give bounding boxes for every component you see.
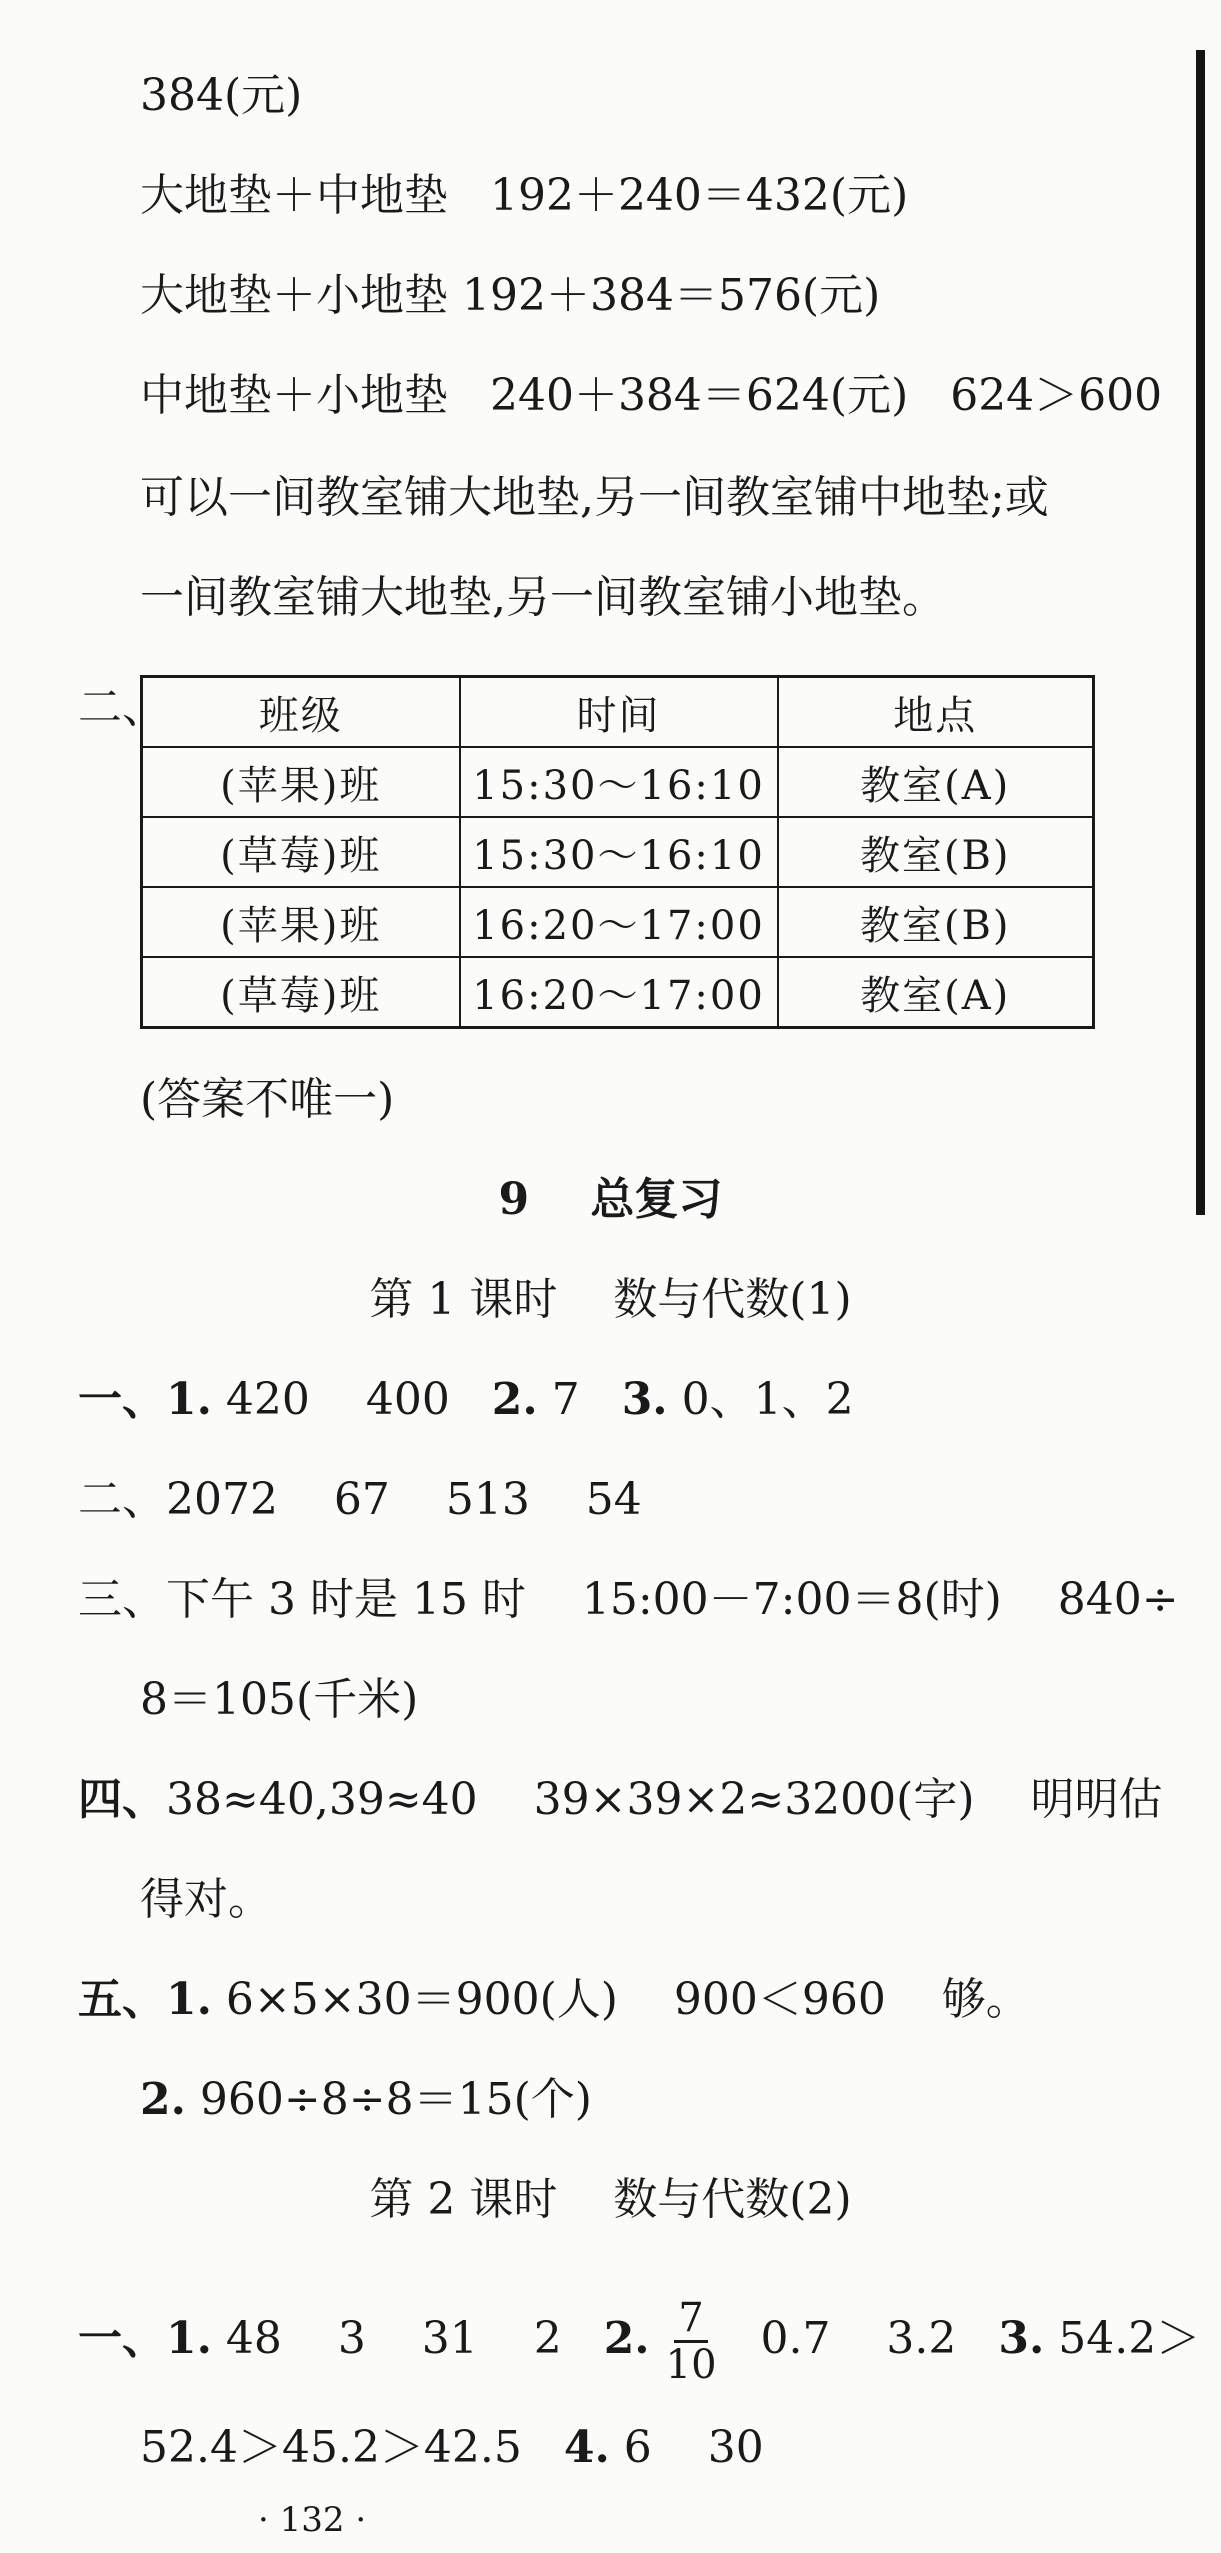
page-number: · 132 · <box>258 2500 367 2540</box>
text-line: 384(元) <box>140 70 303 121</box>
chapter-title: 9 总复习 <box>498 1174 723 1225</box>
table-cell: 15:30～16:10 <box>460 817 778 887</box>
answer-line <box>78 1772 1162 1828</box>
answer-line <box>78 1372 854 1428</box>
table-cell: 16:20～17:00 <box>460 957 778 1028</box>
table-cell: (草莓)班 <box>142 957 460 1028</box>
item-number: 1. <box>166 1974 212 2025</box>
table-row <box>142 887 1094 957</box>
table-row <box>142 817 1094 887</box>
table-cell: (草莓)班 <box>142 817 460 887</box>
item-prefix: 一、 <box>78 2313 166 2364</box>
answer-line <box>78 2296 1200 2387</box>
table-header: 班级 <box>142 677 460 748</box>
table-cell: 15:30～16:10 <box>460 747 778 817</box>
fraction-numerator: 7 <box>674 2296 707 2343</box>
item-number: 1. <box>166 1374 212 1425</box>
answer-text: 48 3 31 2 <box>211 2313 604 2364</box>
item-number: 2. <box>603 2313 650 2364</box>
table-row <box>142 747 1094 817</box>
text-line: 一间教室铺大地垫,另一间教室铺小地垫。 <box>140 572 946 623</box>
lesson-title: 第 1 课时 数与代数(1) <box>369 1274 852 1325</box>
item-number: 3. <box>621 1374 668 1425</box>
text-line: 中地垫＋小地垫 240＋384＝624(元) 624＞600 <box>140 370 1163 421</box>
text-line: 可以一间教室铺大地垫,另一间教室铺中地垫;或 <box>140 472 1049 523</box>
answer-line <box>140 2072 592 2128</box>
table-cell: 教室(A) <box>778 957 1094 1028</box>
table-cell: 教室(B) <box>778 817 1094 887</box>
answer-text: 7 <box>537 1374 622 1425</box>
schedule-table <box>140 675 1095 1029</box>
item-number: 1. <box>166 2313 212 2364</box>
fraction-denominator: 10 <box>665 2342 717 2388</box>
answer-text: 38≈40,39≈40 39×39×2≈3200(字) 明明估 <box>166 1774 1163 1825</box>
answer-line: 8＝105(千米) <box>140 1674 419 1725</box>
answer-text: 54.2＞ <box>1044 2313 1201 2364</box>
answer-text: 6×5×30＝900(人) 900＜960 够。 <box>211 1974 1030 2025</box>
table-cell: (苹果)班 <box>142 747 460 817</box>
table-cell: 教室(A) <box>778 747 1094 817</box>
note: (答案不唯一) <box>140 1074 395 1125</box>
table-cell: 教室(B) <box>778 887 1094 957</box>
text-line: 大地垫＋中地垫 192＋240＝432(元) <box>140 170 909 221</box>
lesson-title: 第 2 课时 数与代数(2) <box>369 2174 852 2225</box>
table-row <box>142 957 1094 1028</box>
table-cell: 16:20～17:00 <box>460 887 778 957</box>
table-cell: (苹果)班 <box>142 887 460 957</box>
answer-text: 960÷8÷8＝15(个) <box>185 2074 592 2125</box>
answer-line: 得对。 <box>140 1874 272 1925</box>
item-prefix: 五、 <box>78 1974 166 2025</box>
answer-text: 0、1、2 <box>667 1374 854 1425</box>
answer-text: 420 400 <box>211 1374 492 1425</box>
item-prefix: 四、 <box>78 1774 166 1825</box>
item-number: 2. <box>140 2074 186 2125</box>
answer-text: 6 30 <box>609 2422 764 2473</box>
item-number: 2. <box>491 1374 538 1425</box>
item-number: 4. <box>563 2422 610 2473</box>
section-label: 二、 <box>78 682 166 733</box>
answer-text: 52.4＞45.2＞42.5 <box>140 2422 564 2473</box>
item-number: 3. <box>998 2313 1045 2364</box>
page-edge-bar <box>1196 50 1205 1215</box>
answer-line <box>78 1972 1030 2028</box>
text-line: 大地垫＋小地垫 192＋384＝576(元) <box>140 270 881 321</box>
fraction <box>662 2296 721 2387</box>
answer-text: 0.7 3.2 <box>732 2313 999 2364</box>
answer-line: 二、2072 67 513 54 <box>78 1474 642 1525</box>
table-header-row <box>142 677 1094 748</box>
table-header: 时间 <box>460 677 778 748</box>
item-prefix: 一、 <box>78 1374 166 1425</box>
table-header: 地点 <box>778 677 1094 748</box>
answer-line <box>140 2420 764 2476</box>
answer-line: 三、下午 3 时是 15 时 15:00－7:00＝8(时) 840÷ <box>78 1574 1179 1625</box>
